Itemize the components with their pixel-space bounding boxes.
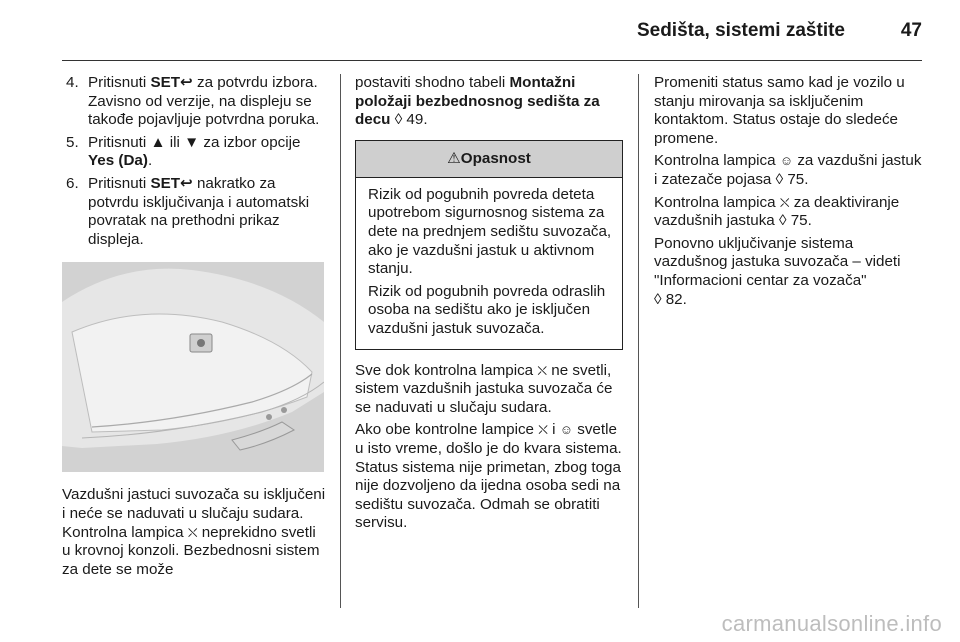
airbag-off-icon: ⛌ [538,422,548,438]
column-divider-2 [638,74,639,608]
arrow-down-icon: ▼ [184,133,200,151]
reference-icon: ◊ [654,290,662,308]
paragraph: Sve dok kontrolna lampica ⛌ ne svetli, sistem vazdušnih jastuka suvozača će se naduvati u slučaju sudara. [355,361,613,416]
warning-text-2: Rizik od pogubnih povreda odraslih osoba na sedištu ako je isključen vazdušni jastuk suvozača. [368,282,606,337]
return-icon: ↩ [180,74,193,91]
page-number: 47 [900,20,922,41]
column-left [62,74,327,583]
list-item: 4. Pritisnuti SET↩ za potvrdu izbora. Zavisno od verzije, na displeju se takođe pojavljuje potvrdna poruka. [66,74,320,129]
paragraph: Promeniti status samo kad je vozilo u stanju mirovanja sa isključenim kontaktom. Status ostaje do sledeće promene. [654,74,905,147]
paragraph: Kontrolna lampica ⛌ za deaktiviranje vazdušnih jastuka ◊ 75. [654,193,900,230]
steps-list [62,74,327,249]
figure-caption: Vazdušni jastuci suvozača su isključeni i neće se naduvati u slučaju sudara. Kontrolna lampica ⛌ neprekidno svetli u krovnoj konzoli. Bezbednosni sistem za dete se može [62,486,326,578]
arrow-up-icon: ▲ [150,133,166,151]
airbag-off-icon: ⛌ [779,194,790,210]
list-item: 5. Pritisnuti ▲ ili ▼ za izbor opcije Yes (Da). [66,133,301,170]
airbag-off-icon: ⛌ [537,362,548,378]
return-icon: ↩ [180,174,193,192]
column-right [654,74,924,313]
page-title: Sedišta, sistemi zaštite [636,20,845,41]
column-divider-1 [340,74,341,608]
warning-body [356,178,622,349]
roof-console-drawing [62,262,324,472]
airbag-on-icon: ☺ [559,422,574,438]
watermark: carmanualsonline.info [721,611,942,636]
column-middle [355,74,623,537]
danger-warning-box [355,140,623,350]
reference-icon: ◊ [775,170,784,188]
reference-icon: ◊ [778,212,787,230]
warning-heading: ⚠Opasnost [356,141,622,178]
header-divider [62,60,922,61]
warning-text-1: Rizik od pogubnih povreda deteta upotrebom sigurnosnog sistema za dete na prednjem sedištu suvozača, ako je vazdušni jastuk u aktivnom stanju. [368,185,612,278]
warning-icon: ⚠ [447,149,461,167]
airbag-on-icon: ☺ [779,153,794,169]
paragraph: Ako obe kontrolne lampice ⛌ i ☺ svetle u isto vreme, došlo je do kvara sistema. Status sistema nije primetan, zbog toga nije dozvoljeno da ijedna osoba sedi na sedištu suvozača. Odmah se obratiti servisu. [355,421,622,532]
paragraph: Kontrolna lampica ☺ za vazdušni jastuk i zatezače pojasa ◊ 75. [654,152,922,188]
roof-console-illustration [62,262,324,472]
reference-icon: ◊ [394,111,403,129]
table-reference-paragraph: postaviti shodno tabeli Montažni položaji bezbednosnog sedišta za decu ◊ 49. [355,74,600,129]
list-item: 6. Pritisnuti SET↩ nakratko za potvrdu isključivanja i automatski povratak na prethodni prikaz displeja. [66,174,310,248]
paragraph: Ponovno uključivanje sistema vazdušnog jastuka suvozača – videti "Informacioni centar za vozača" ◊ 82. [654,234,901,308]
airbag-off-icon: ⛌ [187,524,198,540]
